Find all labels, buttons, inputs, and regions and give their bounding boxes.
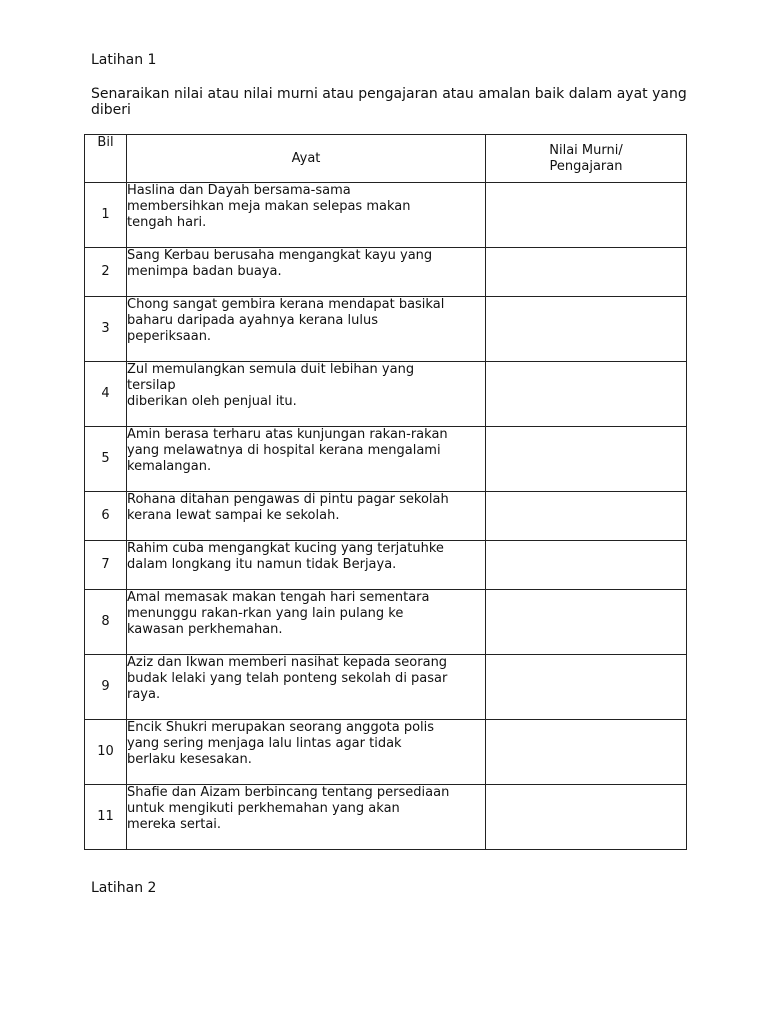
header-ayat: Ayat — [127, 135, 486, 183]
row-sentence: Haslina dan Dayah bersama-sama membersihkan meja makan selepas makan tengah hari. — [127, 183, 486, 248]
row-number: 1 — [85, 183, 127, 248]
latihan-2-heading: Latihan 2 — [91, 880, 157, 896]
row-number: 7 — [85, 541, 127, 590]
row-number: 6 — [85, 492, 127, 541]
row-sentence: Rohana ditahan pengawas di pintu pagar sekolah kerana lewat sampai ke sekolah. — [127, 492, 486, 541]
answer-cell[interactable] — [486, 427, 687, 492]
answer-cell[interactable] — [486, 248, 687, 297]
row-sentence: Amin berasa terharu atas kunjungan rakan-rakan yang melawatnya di hospital kerana mengalami kemalangan. — [127, 427, 486, 492]
row-number: 5 — [85, 427, 127, 492]
instruction-text: Senaraikan nilai atau nilai murni atau pengajaran atau amalan baik dalam ayat yang diberi — [91, 86, 687, 118]
header-bil: Bil — [85, 135, 127, 183]
table-row — [85, 720, 687, 785]
answer-cell[interactable] — [486, 541, 687, 590]
answer-cell[interactable] — [486, 590, 687, 655]
table-row — [85, 590, 687, 655]
row-number: 3 — [85, 297, 127, 362]
table-row — [85, 541, 687, 590]
row-number: 2 — [85, 248, 127, 297]
table-row — [85, 427, 687, 492]
row-number: 4 — [85, 362, 127, 427]
table-row — [85, 362, 687, 427]
row-sentence: Shafie dan Aizam berbincang tentang persediaan untuk mengikuti perkhemahan yang akan mereka sertai. — [127, 785, 486, 850]
row-sentence: Rahim cuba mengangkat kucing yang terjatuhke dalam longkang itu namun tidak Berjaya. — [127, 541, 486, 590]
row-sentence: Encik Shukri merupakan seorang anggota polis yang sering menjaga lalu lintas agar tidak berlaku kesesakan. — [127, 720, 486, 785]
table-row — [85, 655, 687, 720]
table-header-row — [85, 135, 687, 183]
answer-cell[interactable] — [486, 362, 687, 427]
row-number: 10 — [85, 720, 127, 785]
latihan-1-heading: Latihan 1 — [91, 52, 157, 68]
answer-cell[interactable] — [486, 655, 687, 720]
header-nilai-label: Nilai Murni/ Pengajaran — [549, 142, 623, 174]
exercise-table — [84, 134, 687, 850]
row-sentence: Aziz dan Ikwan memberi nasihat kepada seorang budak lelaki yang telah ponteng sekolah di pasar raya. — [127, 655, 486, 720]
row-sentence: Zul memulangkan semula duit lebihan yang tersilap diberikan oleh penjual itu. — [127, 362, 486, 427]
row-sentence: Sang Kerbau berusaha mengangkat kayu yang menimpa badan buaya. — [127, 248, 486, 297]
row-number: 11 — [85, 785, 127, 850]
answer-cell[interactable] — [486, 720, 687, 785]
table-row — [85, 785, 687, 850]
answer-cell[interactable] — [486, 492, 687, 541]
table-row — [85, 248, 687, 297]
row-sentence: Amal memasak makan tengah hari sementara menunggu rakan-rkan yang lain pulang ke kawasan perkhemahan. — [127, 590, 486, 655]
table-row — [85, 183, 687, 248]
table-row — [85, 297, 687, 362]
answer-cell[interactable] — [486, 785, 687, 850]
answer-cell[interactable] — [486, 297, 687, 362]
row-number: 9 — [85, 655, 127, 720]
table-row — [85, 492, 687, 541]
header-nilai-murni — [486, 135, 687, 183]
row-number: 8 — [85, 590, 127, 655]
row-sentence: Chong sangat gembira kerana mendapat basikal baharu daripada ayahnya kerana lulus peperiksaan. — [127, 297, 486, 362]
answer-cell[interactable] — [486, 183, 687, 248]
